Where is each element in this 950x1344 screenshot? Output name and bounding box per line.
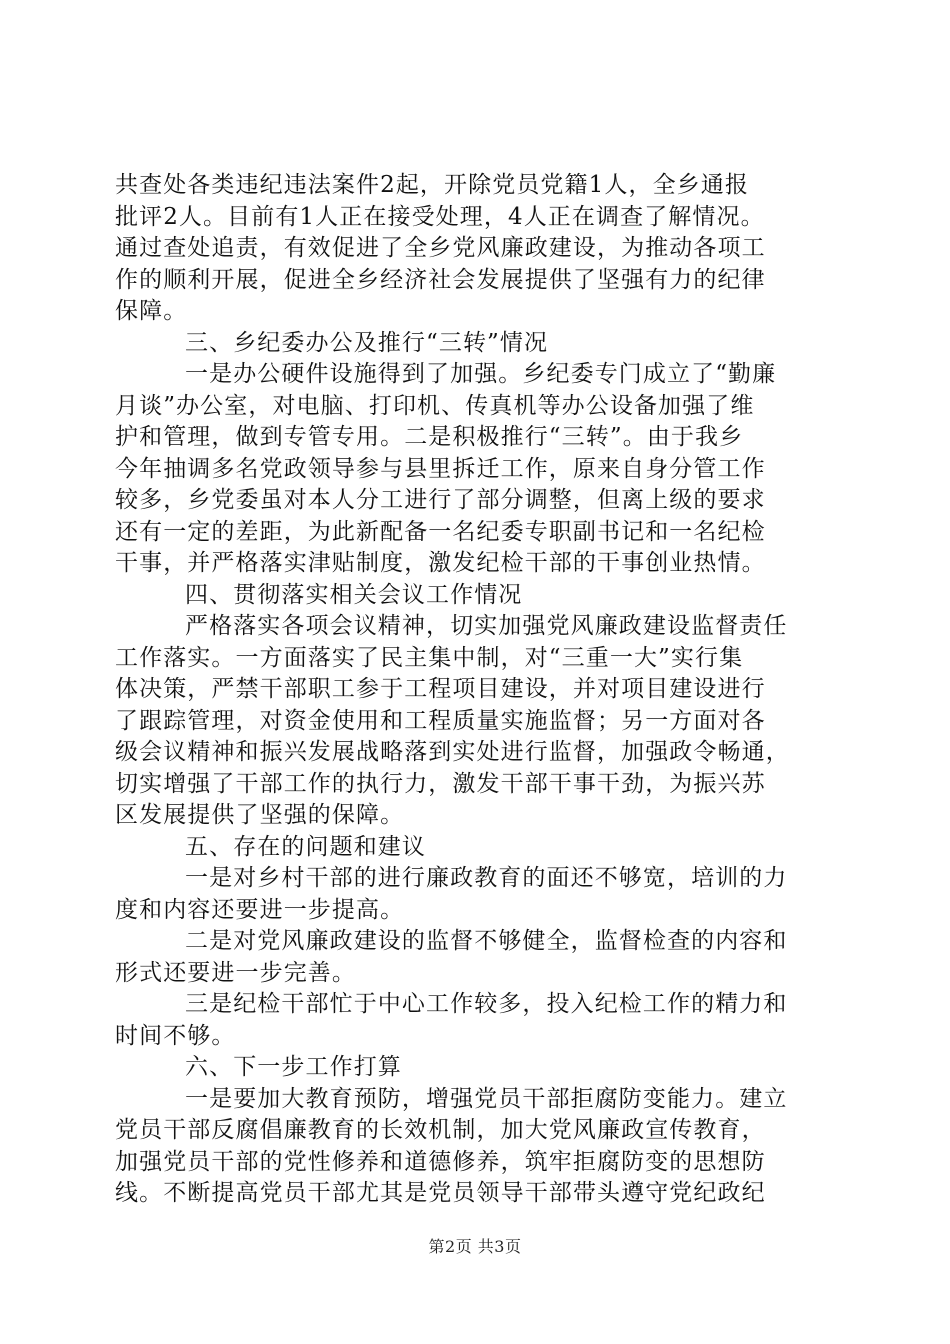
text-line: 通过查处追责，有效促进了全乡党风廉政建设，为推动各项工 bbox=[115, 235, 766, 261]
text-line: 四、贯彻落实相关会议工作情况 bbox=[185, 581, 523, 608]
text-line: 线。不断提高党员干部尤其是党员领导干部带头遵守党纪政纪 bbox=[115, 1180, 766, 1206]
text-line: 度和内容还要进一步提高。 bbox=[115, 896, 405, 923]
text-line: 严格落实各项会议精神，切实加强党风廉政建设监督责任 bbox=[185, 613, 788, 639]
text-line: 干事，并严格落实津贴制度，激发纪检干部的干事创业热情。 bbox=[115, 550, 766, 576]
text-line: 时间不够。 bbox=[115, 1022, 236, 1049]
text-line: 工作落实。一方面落实了民主集中制，对“三重一大”实行集 bbox=[115, 644, 744, 671]
text-line: 切实增强了干部工作的执行力，激发干部干事干劲，为振兴苏 bbox=[115, 770, 766, 797]
text-line: 形式还要进一步完善。 bbox=[115, 959, 356, 986]
text-line: 保障。 bbox=[115, 298, 188, 324]
text-line: 二是对党风廉政建设的监督不够健全，监督检查的内容和 bbox=[185, 928, 788, 954]
text-line: 体决策，严禁干部职工参于工程项目建设，并对项目建设进行 bbox=[115, 676, 766, 702]
document-body bbox=[115, 170, 835, 1210]
text-line: 区发展提供了坚强的保障。 bbox=[115, 802, 405, 828]
text-line: 今年抽调多名党政领导参与县里拆迁工作，原来自身分管工作 bbox=[115, 455, 766, 482]
text-line: 一是要加大教育预防，增强党员干部拒腐防变能力。建立 bbox=[185, 1085, 788, 1112]
text-line: 三是纪检干部忙于中心工作较多，投入纪检工作的精力和 bbox=[185, 991, 788, 1017]
text-line: 六、下一步工作打算 bbox=[185, 1054, 402, 1080]
text-line: 共查处各类违纪违法案件2起，开除党员党籍1人，全乡通报 bbox=[115, 172, 749, 198]
text-line: 月谈”办公室，对电脑、打印机、传真机等办公设备加强了维 bbox=[115, 392, 755, 419]
text-line: 作的顺利开展，促进全乡经济社会发展提供了坚强有力的纪律 bbox=[115, 266, 766, 293]
text-line: 一是办公硬件设施得到了加强。乡纪委专门成立了“勤廉 bbox=[185, 361, 777, 387]
text-line: 较多，乡党委虽对本人分工进行了部分调整，但离上级的要求 bbox=[115, 487, 766, 513]
text-line: 了跟踪管理，对资金使用和工程质量实施监督；另一方面对各 bbox=[115, 707, 766, 734]
text-line: 党员干部反腐倡廉教育的长效机制，加大党风廉政宣传教育， bbox=[115, 1117, 766, 1143]
text-line: 三、乡纪委办公及推行“三转”情况 bbox=[185, 329, 549, 356]
text-line: 五、存在的问题和建议 bbox=[185, 833, 426, 860]
text-line: 一是对乡村干部的进行廉政教育的面还不够宽，培训的力 bbox=[185, 865, 788, 891]
page-footer: 第2页 共3页 bbox=[428, 1237, 522, 1256]
text-line: 还有一定的差距，为此新配备一名纪委专职副书记和一名纪检 bbox=[115, 518, 766, 545]
text-line: 加强党员干部的党性修养和道德修养，筑牢拒腐防变的思想防 bbox=[115, 1148, 766, 1175]
text-line: 护和管理，做到专管专用。二是积极推行“三转”。由于我乡 bbox=[115, 424, 744, 450]
text-line: 级会议精神和振兴发展战略落到实处进行监督，加强政令畅通， bbox=[115, 739, 790, 765]
text-line: 批评2人。目前有1人正在接受处理，4人正在调查了解情况。 bbox=[115, 203, 765, 230]
